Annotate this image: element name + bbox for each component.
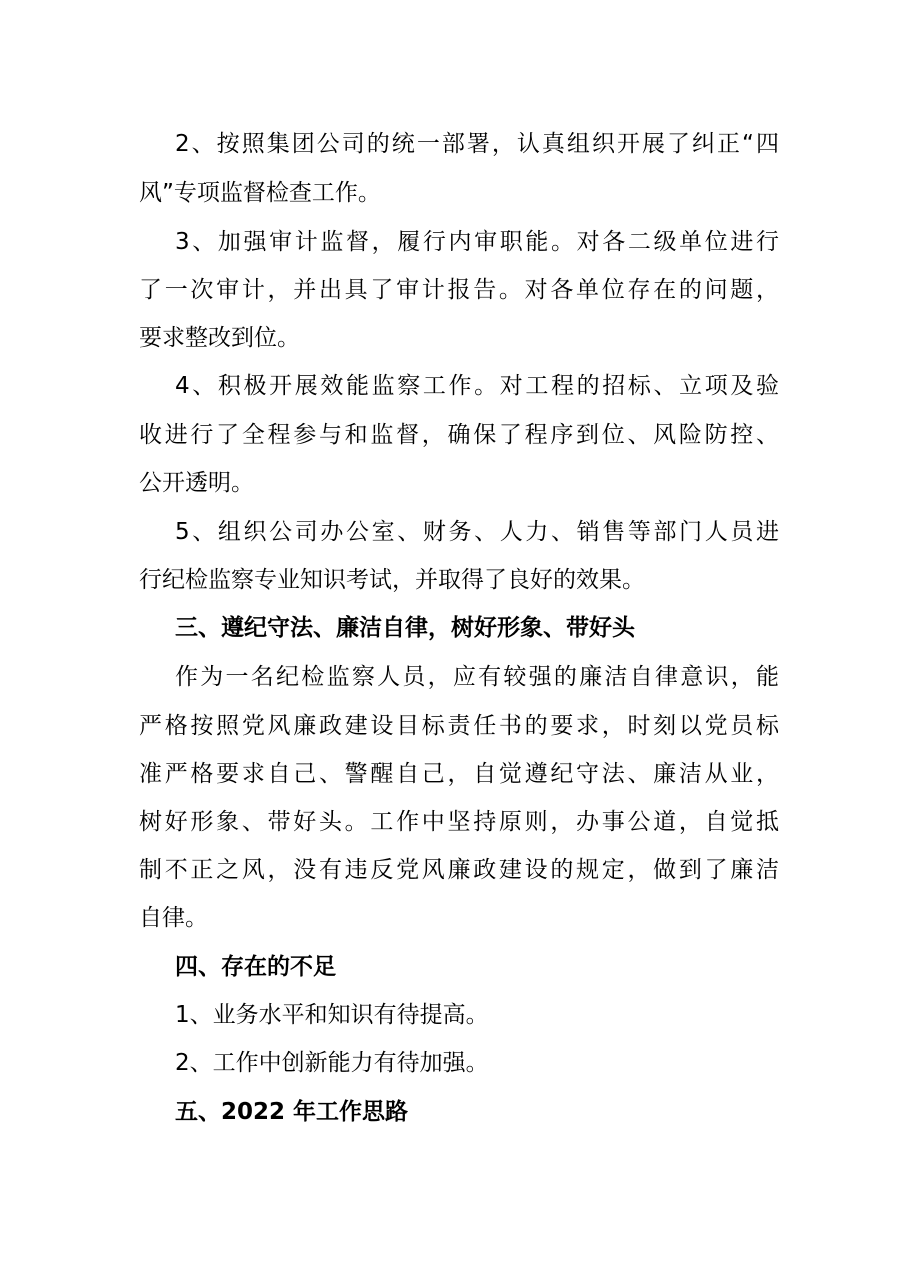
paragraph-3-line-2: 了一次审计，并出具了审计报告。对各单位存在的问题， [139,277,779,303]
section-heading-five: 五、2022 年工作思路 [175,1099,409,1125]
paragraph-3-line-1: 3、加强审计监督，履行内审职能。对各二级单位进行 [175,229,779,255]
shortcoming-item-1: 1、业务水平和知识有待提高。 [175,1002,489,1028]
section-three-line-5: 制不正之风，没有违反党风廉政建设的规定，做到了廉洁 [139,857,779,883]
paragraph-4-line-2: 收进行了全程参与和监督，确保了程序到位、风险防控、 [139,422,779,448]
section-three-line-4: 树好形象、带好头。工作中坚持原则，办事公道，自觉抵 [139,809,779,835]
section-three-line-6: 自律。 [139,905,208,931]
paragraph-4-line-1: 4、积极开展效能监察工作。对工程的招标、立项及验 [175,373,779,399]
paragraph-2-line-1: 2、按照集团公司的统一部署，认真组织开展了纠正“四 [175,131,779,157]
section-three-line-3: 准严格要求自己、警醒自己，自觉遵纪守法、廉洁从业， [139,761,779,787]
section-three-line-1: 作为一名纪检监察人员，应有较强的廉洁自律意识，能 [175,664,779,690]
section-heading-four: 四、存在的不足 [175,954,336,980]
paragraph-5-line-2: 行纪检监察专业知识考试，并取得了良好的效果。 [139,567,645,593]
paragraph-3-line-3: 要求整改到位。 [139,325,300,351]
paragraph-2-line-2: 风”专项监督检查工作。 [139,180,381,206]
section-heading-three: 三、遵纪守法、廉洁自律，树好形象、带好头 [175,615,635,641]
paragraph-4-line-3: 公开透明。 [139,470,254,496]
section-three-line-2: 严格按照党风廉政建设目标责任书的要求，时刻以党员标 [139,713,779,739]
shortcoming-item-2: 2、工作中创新能力有待加强。 [175,1050,489,1076]
paragraph-5-line-1: 5、组织公司办公室、财务、人力、销售等部门人员进 [175,519,779,545]
